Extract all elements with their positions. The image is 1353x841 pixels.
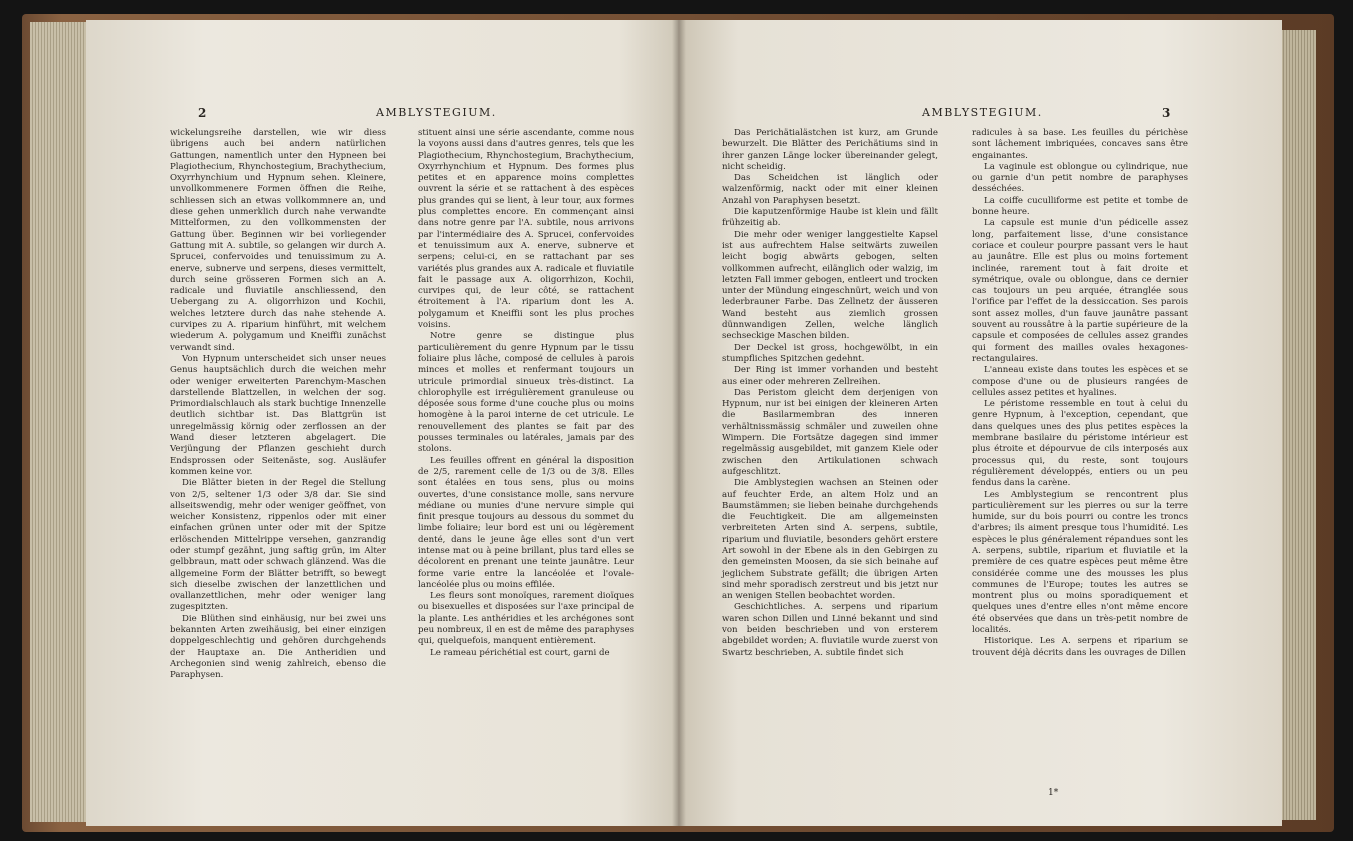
paragraph: Les Amblystegium se rencontrent plus particulièrement sur les pierres ou sur la terre humide, sur du bois pourri ou contre les troncs d'arbres; ils aiment presque tous l'humidité. Les espèces le plus généralement répandues sont les A. serpens, subtile, riparium et fluviatile et la première de ces quatre espèces peut même être considérée comme une des mousses les plus communes de l'Europe; toutes les autres se montrent plus ou moins sporadiquement et quelques unes d'entre elles n'ont même encore été observées que dans un très-petit nombre de localités.	[972, 489, 1188, 636]
paragraph: Die mehr oder weniger langgestielte Kapsel ist aus aufrechtem Halse seitwärts zuweilen leicht bogig abwärts gebogen, selten vollkommen aufrecht, eilänglich oder walzig, im letzten Fall immer gebogen, entleert und trocken unter der Mündung eingeschnürt, weich und von lederbrauner Farbe. Das Zellnetz der äusseren Wand besteht aus ziemlich grossen dünnwandigen Zellen, welche länglich sechseckige Maschen bilden.	[722, 229, 938, 342]
paragraph: Die kaputzenförmige Haube ist klein und fällt frühzeitig ab.	[722, 207, 938, 229]
page-edges-right	[1278, 30, 1316, 820]
running-head: AMBLYSTEGIUM.	[376, 106, 497, 119]
paragraph: Le rameau périchétial est court, garni de	[430, 647, 610, 658]
paragraph: Historique. Les A. serpens et riparium se trouvent déjà décrits dans les ouvrages de Dillen	[972, 636, 1188, 658]
text-column-french	[418, 128, 634, 659]
paragraph: Das Peristom gleicht dem derjenigen von Hypnum, nur ist bei einigen der kleineren Arten die Basilarmembran des inneren verhältnissmässig schmäler und zuweilen ohne Wimpern. Die Fortsätze dagegen sind immer regelmässig ausgebildet, mit ganzem Kiele oder zwischen den Artikulationen schwach aufgeschlitzt.	[722, 387, 938, 477]
paragraph: Der Ring ist immer vorhanden und besteht aus einer oder mehreren Zellreihen.	[722, 365, 938, 387]
gutter-shadow	[672, 20, 686, 826]
paragraph: radicules à sa base. Les feuilles du périchèse sont lâchement imbriquées, concaves sans être engainantes.	[972, 128, 1188, 161]
signature-mark: 1*	[1048, 788, 1059, 798]
paragraph: stituent ainsi une série ascendante, comme nous la voyons aussi dans d'autres genres, tels que les Plagiothecium, Rhynchostegium, Brachythecium, Oxyrrhynchium et Hypnum. Des formes plus petites et en apparence moins complettes ouvrent la série et se rattachent à des espèces plus grandes qui se lient, à leur tour, aux formes plus complettes encore. En commençant ainsi dans notre genre par l'A. subtile, nous arrivons par l'intermédiaire des A. Sprucei, confervoides et tenuissimum aux A. enerve, subnerve et serpens; celui-ci, en se rattachant par ses variétés plus grandes aux A. radicale et fluviatile fait le passage aux A. oligorrhizon, Kochii, curvipes qui, de leur côté, se rattachent étroitement à l'A. riparium dont les A. polygamum et Kneiffii sont les plus proches voisins.	[418, 128, 634, 331]
paragraph: Der Deckel ist gross, hochgewölbt, in ein stumpfliches Spitzchen gedehnt.	[722, 342, 938, 364]
page-number: 3	[1162, 106, 1171, 120]
paragraph: La coiffe cuculliforme est petite et tombe de bonne heure.	[972, 195, 1188, 218]
paragraph: La vaginule est oblongue ou cylindrique, nue ou garnie d'un petit nombre de paraphyses desséchées.	[972, 161, 1188, 195]
paragraph: Les fleurs sont monoïques, rarement dioïques ou bisexuelles et disposées sur l'axe principal de la plante. Les anthéridies et les archégones sont peu nombreux, il en est de même des paraphyses qui, quelquefois, manquent entièrement.	[418, 591, 634, 647]
paragraph: Das Perichätialästchen ist kurz, am Grunde bewurzelt. Die Blätter des Perichätiums sind in ihrer ganzen Länge locker übereinander gelegt, nicht scheidig.	[722, 128, 938, 172]
page-number: 2	[198, 106, 207, 120]
paragraph: L'anneau existe dans toutes les espèces et se compose d'une ou de plusieurs rangées de cellules assez petites et hyalines.	[972, 365, 1188, 398]
paragraph: Geschichtliches. A. serpens und riparium waren schon Dillen und Linné bekannt und sind von beiden beschrieben und von ersterem abgebildet worden; A. fluviatile wurde zuerst von Swartz beschrieben, A. subtile findet sich	[722, 602, 938, 658]
paragraph: La capsule est munie d'un pédicelle assez long, parfaitement lisse, d'une consistance coriace et couleur pourpre passant vers le haut au jaunâtre. Elle est plus ou moins fortement inclinée, rarement tout à fait droite et symétrique, ovale ou oblongue, dans ce dernier cas toujours un peu arquée, étranglée sous l'orifice par l'effet de la dessiccation. Ses parois sont assez molles, d'un fauve jaunâtre passant souvent au roussâtre à la partie supérieure de la capsule et composées de cellules assez grandes qui forment des mailles ovales hexagones-rectangulaires.	[972, 218, 1188, 364]
paragraph: Les feuilles offrent en général la disposition de 2/5, rarement celle de 1/3 ou de 3/8. Elles sont étalées en tous sens, plus ou moins ouvertes, d'une consistance molle, sans nervure médiane ou munies d'une nervure simple qui finit presque toujours au dessous du sommet du limbe foliaire; leur bord est uni ou légèrement denté, dans le jeune âge elles sont d'un vert intense mat ou à peine brillant, plus tard elles se décolorent en prenant une teinte jaunâtre. Leur forme varie entre la lancéolée et l'ovale-lancéolée plus ou moins effilée.	[418, 455, 634, 590]
paragraph: Das Scheidchen ist länglich oder walzenförmig, nackt oder mit einer kleinen Anzahl von Paraphysen besetzt.	[722, 173, 938, 206]
page-edges-left	[30, 22, 90, 822]
paragraph: Von Hypnum unterscheidet sich unser neues Genus hauptsächlich durch die weichen mehr oder weniger erweiterten Parenchym-Maschen darstellende Blattzellen, in welchen der sog. Primordialschlauch als stark buchtige Innenzelle deutlich sichtbar ist. Das Blattgrün ist unregelmässig körnig oder zerflossen an der Wand dieser letzteren abgelagert. Die Verjüngung der Pflanzen geschieht durch Endsprossen oder Seitenäste, sog. Ausläufer kommen keine vor.	[170, 353, 386, 477]
paragraph: Die Blüthen sind einhäusig, nur bei zwei uns bekannten Arten zweihäusig, bei einer einzigen doppelgeschlechtig und gehören durchgehends der Hauptaxe an. Die Antheridien und Archegonien sind wenig zahlreich, ebenso die Paraphysen.	[170, 613, 386, 681]
paragraph: wickelungsreihe darstellen, wie wir diess übrigens auch bei andern natürlichen Gattungen, namentlich unter den Hypneen bei Plagiothecium, Rhynchostegium, Brachythecium, Oxyrrhynchium und Hypnum sehen. Kleinere, unvollkommenere Formen öffnen die Reihe, schliessen sich an etwas vollkommnere an, und diese gehen unmerklich durch nahe verwandte Mittelformen, zu den vollkommensten der Gattung über. Beginnen wir bei vorliegender Gattung mit A. subtile, so gelangen wir durch A. Sprucei, confervoides und tenuissimum zu A. enerve, subnerve und serpens, dieses vermittelt, durch seine grösseren Formen sich an A. radicale und fluviatile anschliessend, den Uebergang zu A. oligorrhizon und Kochii, welches letztere durch das nahe stehende A. curvipes zu A. riparium hinführt, mit welchem wiederum A. polygamum und Kneiffii zunächst verwandt sind.	[170, 128, 386, 353]
left-page	[86, 20, 678, 826]
right-page	[678, 20, 1282, 826]
text-column-german	[170, 128, 386, 682]
paragraph: Le péristome ressemble en tout à celui du genre Hypnum, à l'exception, cependant, que dans quelques unes des plus petites espèces la membrane basilaire du péristome intérieur est plus étroite et dépourvue de cils interposés aux processus qui, du reste, sont toujours régulièrement développés, entiers ou un peu fendus dans la carène.	[972, 399, 1188, 489]
running-head: AMBLYSTEGIUM.	[922, 106, 1043, 119]
paragraph: Notre genre se distingue plus particulièrement du genre Hypnum par le tissu foliaire plus lâche, composé de cellules à parois minces et molles et renfermant toujours un utricule primordial sinueux très-distinct. La chlorophylle est irrégulièrement granuleuse ou déposée sous forme d'une couche plus ou moins homogène à la paroi interne de cet utricule. Le renouvellement des plantes se fait par des pousses terminales ou latérales, jamais par des stolons.	[418, 331, 634, 455]
paragraph: Die Amblystegien wachsen an Steinen oder auf feuchter Erde, an altem Holz und an Baumstämmen; sie lieben beinahe durchgehends die Feuchtigkeit. Die am allgemeinsten verbreiteten Arten sind A. serpens, subtile, riparium und fluviatile, besonders gehört erstere Art sowohl in der Ebene als in den Gebirgen zu den gemeinsten Moosen, da sie sich beinahe auf jeglichem Substrate gefällt; die übrigen Arten sind mehr sporadisch zerstreut und bis jetzt nur an wenigen Stellen beobachtet worden.	[722, 478, 938, 602]
paragraph: Die Blätter bieten in der Regel die Stellung von 2/5, seltener 1/3 oder 3/8 dar. Sie sind allseitswendig, mehr oder weniger geöffnet, von weicher Konsistenz, rippenlos oder mit einer einfachen grünen unter oder mit der Spitze erlöschenden Mittelrippe versehen, ganzrandig oder stumpf gezähnt, jung saftig grün, im Alter gelbbraun, matt oder schwach glänzend. Was die allgemeine Form der Blätter betrifft, so bewegt sich dieselbe zwischen der lanzettlichen und ovallanzettlichen, mehr oder weniger lang zugespitzten.	[170, 478, 386, 613]
text-column-german	[722, 128, 938, 659]
text-column-french	[972, 128, 1188, 659]
